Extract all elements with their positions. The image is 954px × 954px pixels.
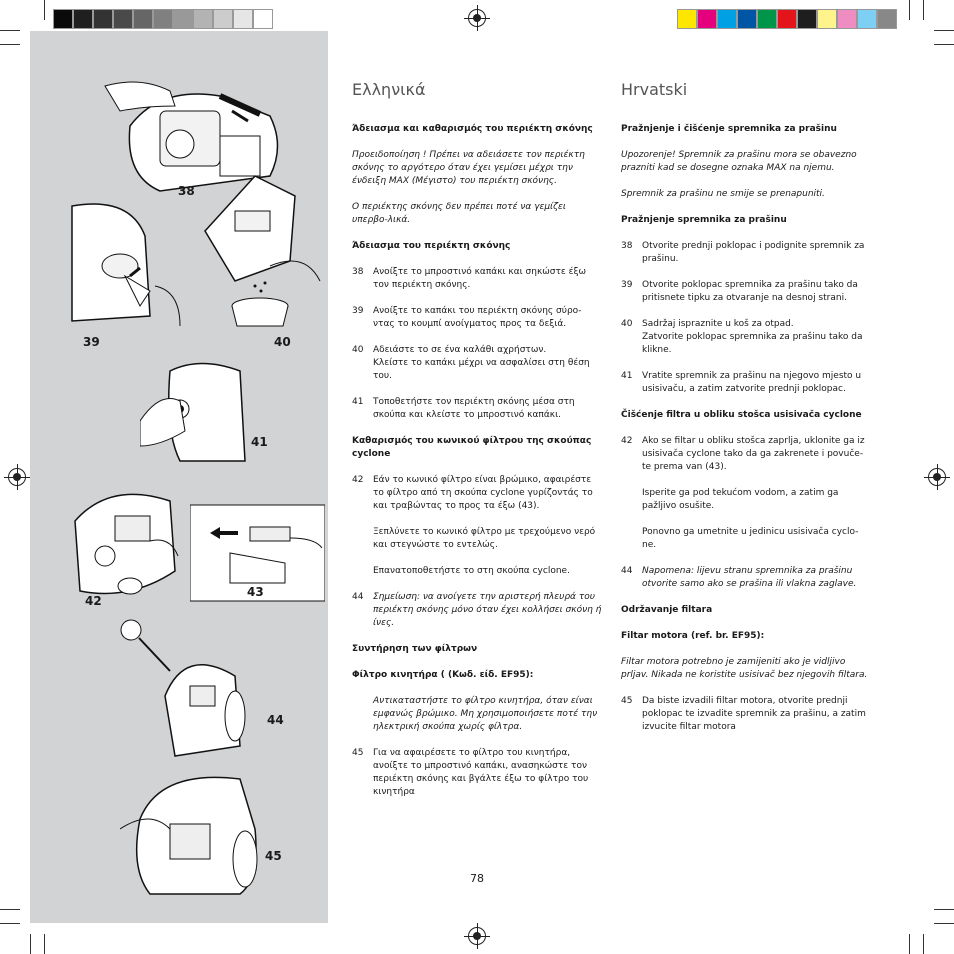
- step-text: Ανοίξτε το μπροστινό καπάκι και σηκώστε έξω τον περιέκτη σκόνης.: [373, 267, 587, 290]
- step-text: Ανοίξτε το καπάκι του περιέκτη σκόνης σύρο-ντας το κουμπί ανοίγματος προς τα δεξιά.: [373, 306, 582, 329]
- color-swatch: [677, 9, 697, 29]
- grayscale-calibration-bar: [53, 9, 273, 29]
- step-number: 44: [352, 592, 364, 602]
- note-text: Filtar motora potrebno je zamijeniti ako je vidljivo prljav. Nikada ne koristite usisivač bez njegovih filtara.: [621, 657, 868, 680]
- step-text: Ponovno ga umetnite u jedinicu usisivača cyclo-ne.: [642, 527, 859, 550]
- step-text: [373, 513, 602, 526]
- section-heading: Pražnjenje spremnika za prašinu: [621, 215, 787, 225]
- figure-number: 41: [251, 435, 268, 449]
- illustration-39-open-dust-lid: [70, 196, 190, 336]
- crop-mark: [0, 923, 20, 924]
- step-number: 38: [621, 241, 633, 251]
- step-number: 45: [352, 748, 364, 758]
- numbered-step: [352, 747, 602, 799]
- step-text: Ξεπλύνετε το κωνικό φίλτρο με τρεχούμενο νερό και στεγνώστε το εντελώς.: [373, 527, 596, 550]
- step-text: Κλείστε το καπάκι μέχρι να ασφαλίσει στη θέση του.: [373, 358, 590, 381]
- figure-number: 42: [85, 594, 102, 608]
- crop-mark: [0, 909, 20, 910]
- color-swatch: [837, 9, 857, 29]
- color-swatch: [133, 9, 153, 29]
- step-text: Zatvorite poklopac spremnika za prašinu tako da klikne.: [642, 332, 863, 355]
- section-heading: Čišćenje filtra u obliku stošca usisivača cyclone: [621, 410, 862, 420]
- figure-number: 43: [247, 585, 264, 599]
- step-number: 41: [621, 371, 633, 381]
- crop-mark: [934, 909, 954, 910]
- step-text: Ako se filtar u obliku stošca zaprlja, uklonite ga iz usisivača cyclone tako da ga zakrenete i povuče-te prema van (43).: [642, 436, 865, 472]
- note-text: Προειδοποίηση ! Πρέπει να αδειάσετε τον περιέκτη σκόνης το αργότερο όταν έχει γεμίσει μέχρι την ένδειξη MAX (Μέγιστο) του περιέκτη σκόνης.: [352, 150, 585, 186]
- numbered-step: [621, 565, 871, 591]
- numbered-step: [621, 240, 871, 266]
- section-heading: Održavanje filtara: [621, 605, 713, 615]
- illustration-panel: [30, 31, 328, 923]
- illustration-40-empty-container: [195, 171, 325, 331]
- step-number: 45: [621, 696, 633, 706]
- step-number: 42: [621, 436, 633, 446]
- greek-body: [352, 123, 602, 799]
- figure-number: 45: [265, 849, 282, 863]
- crop-mark: [934, 923, 954, 924]
- color-swatch: [173, 9, 193, 29]
- color-swatch: [697, 9, 717, 29]
- note-text: Spremnik za prašinu ne smije se prenapuniti.: [621, 189, 825, 199]
- color-swatch: [113, 9, 133, 29]
- section-heading: Άδειασμα του περιέκτη σκόνης: [352, 241, 511, 251]
- numbered-step: [621, 435, 871, 552]
- step-text: Isperite ga pod tekućom vodom, a zatim ga pažljivo osušite.: [642, 488, 839, 511]
- illustration-44-screwdriver-side-open: [115, 616, 255, 766]
- numbered-step: [352, 695, 602, 734]
- registration-mark-left: [8, 468, 26, 486]
- page-number: 78: [470, 872, 484, 885]
- registration-mark-right: [928, 468, 946, 486]
- figure-number: 38: [178, 184, 195, 198]
- greek-heading: Ελληνικά: [352, 80, 426, 99]
- step-text: Αντικαταστήστε το φίλτρο κινητήρα, όταν είναι εμφανώς βρώμικο. Μη χρησιμοποιήσετε ποτέ την ηλεκτρική σκούπα χωρίς φίλτρα.: [373, 696, 598, 732]
- color-swatch: [193, 9, 213, 29]
- numbered-step: [352, 396, 602, 422]
- step-text: Napomena: lijevu stranu spremnika za prašinu otvorite samo ako se prašina ili vlakna zaglave.: [642, 566, 857, 589]
- crop-mark: [934, 30, 954, 31]
- step-text: Otvorite prednji poklopac i podignite spremnik za prašinu.: [642, 241, 865, 264]
- illustration-41-insert-container: [140, 351, 250, 471]
- crop-mark: [923, 0, 924, 20]
- step-number: 40: [352, 345, 364, 355]
- croatian-body: [621, 123, 871, 734]
- crop-mark: [934, 44, 954, 45]
- section-heading: Συντήρηση των φίλτρων: [352, 644, 478, 654]
- section-heading: Φίλτρο κινητήρα ( (Κωδ. είδ. EF95):: [352, 670, 534, 680]
- crop-mark: [923, 934, 924, 954]
- registration-mark-bottom: [468, 927, 486, 945]
- croatian-column: [621, 80, 871, 747]
- color-swatch: [757, 9, 777, 29]
- numbered-step: [352, 344, 602, 383]
- step-text: Εάν το κωνικό φίλτρο είναι βρώμικο, αφαιρέστε το φίλτρο από τη σκούπα cyclone γυρίζοντάς το και τραβώντας το προς τα έξω (43).: [373, 475, 593, 511]
- section-heading: Filtar motora (ref. br. EF95):: [621, 631, 765, 641]
- crop-mark: [0, 30, 20, 31]
- color-swatch: [797, 9, 817, 29]
- step-number: 39: [352, 306, 364, 316]
- step-text: [642, 474, 871, 487]
- crop-mark: [0, 44, 20, 45]
- crop-mark: [30, 934, 31, 954]
- color-swatch: [817, 9, 837, 29]
- step-number: 44: [621, 566, 633, 576]
- numbered-step: [352, 591, 602, 630]
- section-heading: Pražnjenje i čišćenje spremnika za prašinu: [621, 124, 837, 134]
- illustration-45-remove-motor-filter: [120, 769, 270, 899]
- croatian-heading: Hrvatski: [621, 80, 688, 99]
- color-swatch: [877, 9, 897, 29]
- step-text: Σημείωση: να ανοίγετε την αριστερή πλευρά του περιέκτη σκόνης μόνο όταν έχει κολλήσει σκόνη ή ίνες.: [373, 592, 602, 628]
- step-text: Otvorite poklopac spremnika za prašinu tako da pritisnete tipku za otvaranje na desnoj strani.: [642, 280, 858, 303]
- illustration-42-remove-cone-filter: [70, 481, 180, 611]
- step-text: Vratite spremnik za prašinu na njegovo mjesto u usisivaču, a zatim zatvorite prednji poklopac.: [642, 371, 862, 394]
- step-number: 39: [621, 280, 633, 290]
- step-text: Da biste izvadili filtar motora, otvorite prednji poklopac te izvadite spremnik za prašinu, a zatim izvucite filtar motora: [642, 696, 866, 732]
- step-number: [352, 695, 373, 734]
- section-heading: Άδειασμα και καθαρισμός του περιέκτη σκόνης: [352, 124, 593, 134]
- numbered-step: [352, 266, 602, 292]
- color-swatch: [717, 9, 737, 29]
- color-swatch: [213, 9, 233, 29]
- crop-mark: [44, 0, 45, 20]
- crop-mark: [909, 934, 910, 954]
- color-calibration-bar: [677, 9, 897, 29]
- numbered-step: [621, 318, 871, 357]
- note-text: Ο περιέκτης σκόνης δεν πρέπει ποτέ να γεμίζει υπερβο-λικά.: [352, 202, 566, 225]
- color-swatch: [777, 9, 797, 29]
- step-number: 38: [352, 267, 364, 277]
- step-number: 40: [621, 319, 633, 329]
- step-text: Αδειάστε το σε ένα καλάθι αχρήστων.: [373, 345, 547, 355]
- step-text: Τοποθετήστε τον περιέκτη σκόνης μέσα στη σκούπα και κλείστε το μπροστινό καπάκι.: [373, 397, 575, 420]
- step-text: Sadržaj ispraznite u koš za otpad.: [642, 319, 794, 329]
- color-swatch: [233, 9, 253, 29]
- color-swatch: [857, 9, 877, 29]
- greek-column: [352, 80, 602, 812]
- color-swatch: [53, 9, 73, 29]
- step-number: 41: [352, 397, 364, 407]
- numbered-step: [352, 305, 602, 331]
- color-swatch: [253, 9, 273, 29]
- registration-mark-top: [468, 9, 486, 27]
- numbered-step: [621, 370, 871, 396]
- step-text: [373, 552, 602, 565]
- figure-number: 40: [274, 335, 291, 349]
- note-text: Upozorenje! Spremnik za prašinu mora se obavezno prazniti kad se dosegne oznaka MAX na njemu.: [621, 150, 857, 173]
- numbered-step: [352, 474, 602, 578]
- section-heading: Καθαρισμός του κωνικού φίλτρου της σκούπας cyclone: [352, 436, 592, 459]
- numbered-step: [621, 279, 871, 305]
- crop-mark: [44, 934, 45, 954]
- step-number: 42: [352, 475, 364, 485]
- step-text: [642, 513, 871, 526]
- crop-mark: [909, 0, 910, 20]
- numbered-step: [621, 695, 871, 734]
- color-swatch: [73, 9, 93, 29]
- step-text: Για να αφαιρέσετε το φίλτρο του κινητήρα, ανοίξτε το μπροστινό καπάκι, ανασηκώστε τον περιέκτη σκόνης και βγάλτε έξω το φίλτρο του κινητήρα: [373, 748, 589, 797]
- figure-number: 39: [83, 335, 100, 349]
- step-text: Επανατοποθετήστε το στη σκούπα cyclone.: [373, 566, 570, 576]
- color-swatch: [93, 9, 113, 29]
- color-swatch: [737, 9, 757, 29]
- figure-number: 44: [267, 713, 284, 727]
- color-swatch: [153, 9, 173, 29]
